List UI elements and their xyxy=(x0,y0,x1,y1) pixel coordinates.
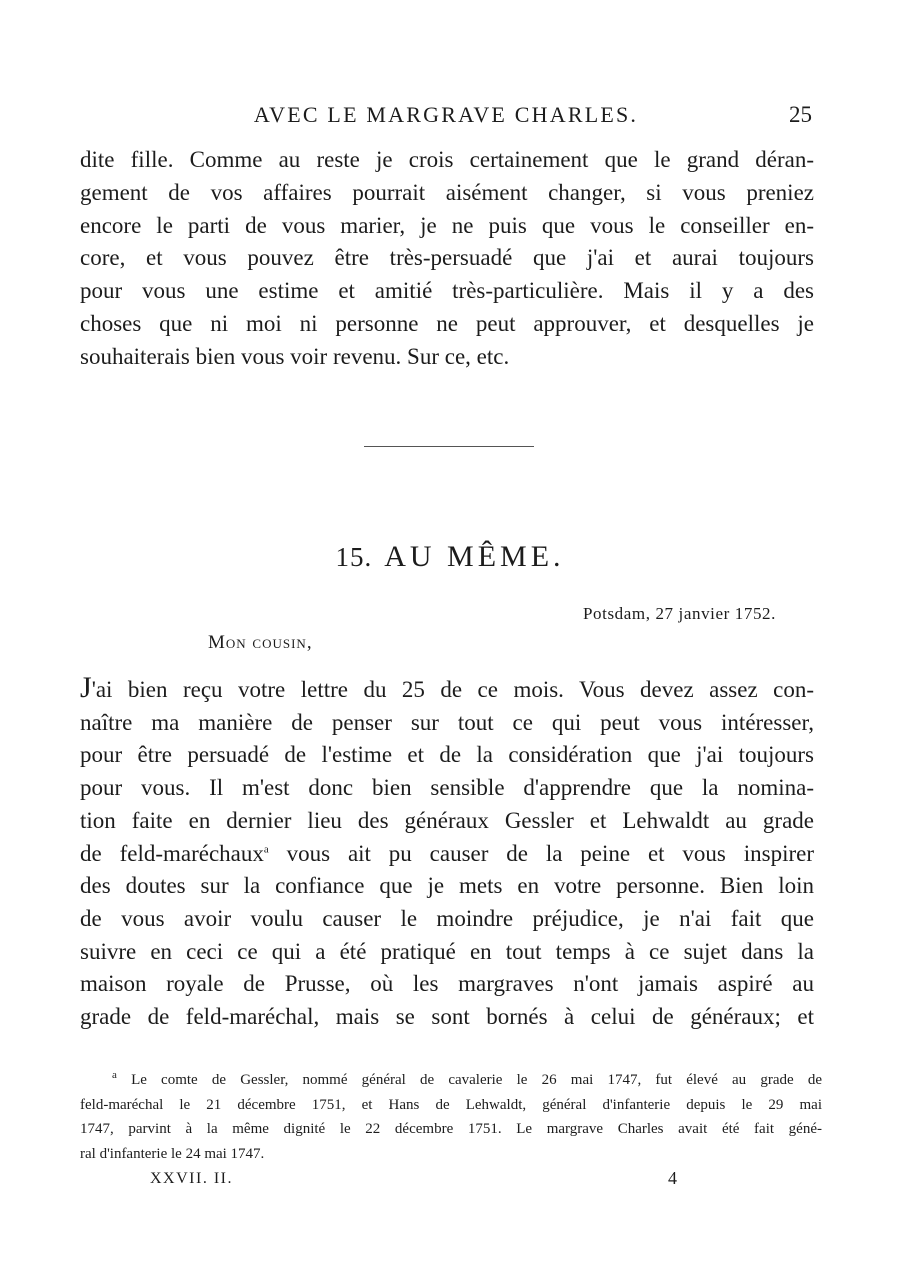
dateline: Potsdam, 27 janvier 1752. xyxy=(582,604,776,623)
text-line xyxy=(80,672,814,707)
text-line-content: 'ai bien reçu votre lettre du 25 de ce mois. Vous devez assez con- xyxy=(91,677,814,702)
section-divider xyxy=(364,446,534,447)
text-line-content: vous ait pu causer de la peine et vous inspirer xyxy=(268,840,814,866)
letter-heading xyxy=(0,540,900,574)
text-line: dite fille. Comme au reste je crois certainement que le grand déran- xyxy=(80,147,814,172)
text-line: pour vous. Il m'est donc bien sensible d'apprendre que la nomina- xyxy=(80,775,814,801)
footnote-reference: a xyxy=(263,842,269,855)
text-line: souhaiterais bien vous voir revenu. Sur ce, etc. xyxy=(80,343,510,369)
text-line: maison royale de Prusse, où les margraves n'ont jamais aspiré au xyxy=(80,971,814,997)
running-head xyxy=(80,98,812,134)
text-line: pour vous une estime et amitié très-particulière. Mais il y a des xyxy=(80,278,814,304)
text-line: tion faite en dernier lieu des généraux Gessler et Lehwaldt au grade xyxy=(80,807,814,833)
footnote-line: 1747, parvint à la même dignité le 22 décembre 1751. Le margrave Charles avait été fait géné- xyxy=(80,1121,822,1137)
continuation-paragraph xyxy=(80,144,814,374)
letter-number: 15. xyxy=(335,542,373,572)
sheet-number: 4 xyxy=(668,1168,677,1188)
text-line: naître ma manière de penser sur tout ce qui peut vous intéresser, xyxy=(80,709,814,735)
text-line: pour être persuadé de l'estime et de la considération que j'ai toujours xyxy=(80,742,814,768)
footnote-line: ral d'infanterie le 24 mai 1747. xyxy=(80,1145,265,1162)
footnote-line: feld-maréchal le 21 décembre 1751, et Hans de Lehwaldt, général d'infanterie depuis le 29 mai xyxy=(80,1096,822,1113)
footnote-line xyxy=(80,1068,822,1093)
running-title: AVEC LE MARGRAVE CHARLES. xyxy=(253,102,639,127)
text-line: core, et vous pouvez être très-persuadé que j'ai et aurai toujours xyxy=(80,245,814,271)
volume-signature: XXVII. II. xyxy=(150,1170,233,1187)
text-line: suivre en ceci ce qui a été pratiqué en tout temps à ce sujet dans la xyxy=(80,938,814,964)
text-line xyxy=(80,838,814,871)
initial-letter: J xyxy=(80,671,92,704)
text-line: grade de feld-maréchal, mais se sont bornés à celui de généraux; et xyxy=(80,1004,814,1030)
letter-body xyxy=(80,672,814,1034)
text-line: gement de vos affaires pourrait aisément changer, si vous preniez xyxy=(80,179,814,205)
text-line: de vous avoir voulu causer le moindre préjudice, je n'ai fait que xyxy=(80,905,814,931)
footnote-text: Le comte de Gessler, nommé général de cavalerie le 26 mai 1747, fut élevé au grade de xyxy=(116,1072,822,1088)
text-line: des doutes sur la confiance que je mets en votre personne. Bien loin xyxy=(80,873,814,899)
footnote xyxy=(80,1068,822,1166)
text-line: choses que ni moi ni personne ne peut approuver, et desquelles je xyxy=(80,310,814,336)
text-line: encore le parti de vous marier, je ne puis que vous le conseiller en- xyxy=(80,212,814,238)
footnote-mark: a xyxy=(112,1069,117,1081)
text-line-content: de feld-maréchaux xyxy=(80,840,264,866)
letter-title: AU MÊME. xyxy=(384,540,565,573)
page-number: 25 xyxy=(789,102,812,127)
salutation: Mon cousin, xyxy=(208,632,313,653)
